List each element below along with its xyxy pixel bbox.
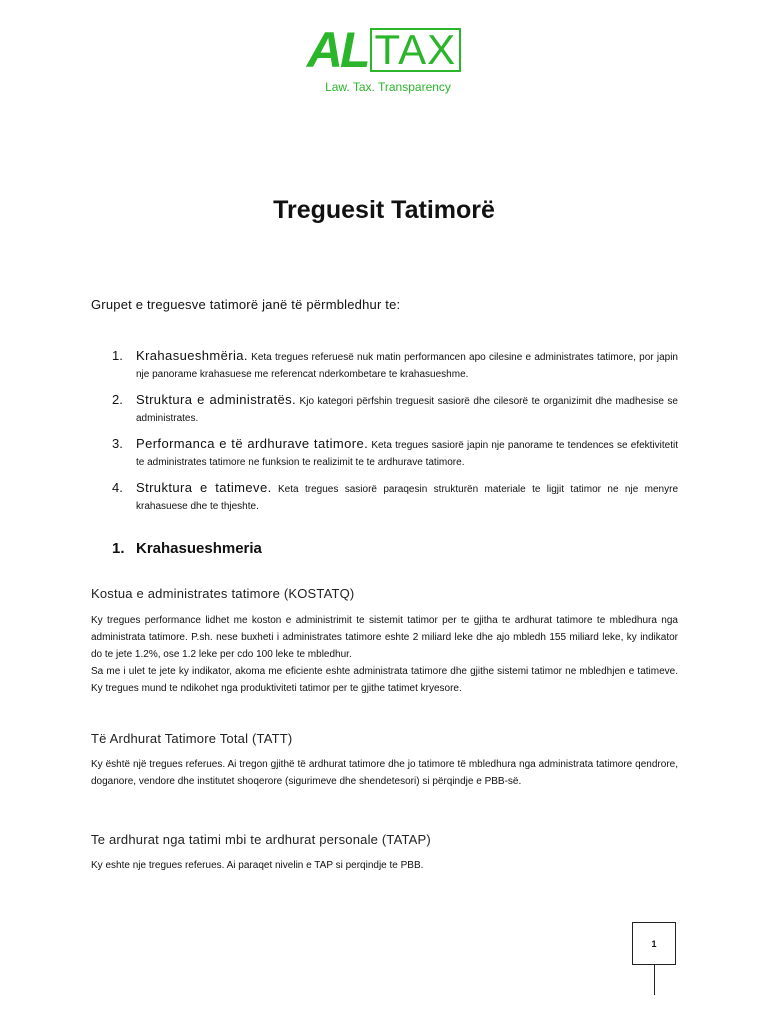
indicator-groups-list — [112, 347, 678, 523]
tatap-heading: Te ardhurat nga tatimi mbi te ardhurat personale (TATAP) — [91, 832, 431, 847]
section-number: 1. — [112, 540, 125, 557]
tatt-paragraph: Ky është një tregues referues. Ai tregon gjithë të ardhurat tatimore dhe jo tatimore të mbledhura nga administrata tatimore qendrore, doganore, vendore dhe institutet shoqerore (sigurimeve dhe shendetesori) si përqindje e PBB-së. — [91, 759, 678, 787]
list-item-heading: Struktura e administratës. — [136, 392, 297, 407]
list-item-heading: Krahasueshmëria. — [136, 348, 248, 363]
list-item-text: Keta tregues sasiorë japin nje panorame te tendences se efektivitetit te administrates tatimore ne funksion te realizimit te te ardhurave tatimore. — [136, 440, 678, 468]
list-item-heading: Performanca e të ardhurave tatimore. — [136, 436, 369, 451]
kostatq-heading: Kostua e administrates tatimore (KOSTATQ) — [91, 586, 355, 601]
list-number: 3. — [112, 436, 123, 451]
section-title: Krahasueshmeria — [136, 540, 262, 557]
logo-al: AL — [306, 22, 368, 78]
section-heading — [112, 540, 262, 557]
altax-logo — [0, 22, 768, 78]
list-item-heading: Struktura e tatimeve. — [136, 480, 272, 495]
list-number: 4. — [112, 480, 123, 495]
intro-text: Grupet e treguesve tatimorë janë të përmbledhur te: — [91, 297, 401, 312]
header-logo — [0, 22, 768, 94]
page-number-box — [632, 922, 676, 965]
list-item — [112, 391, 678, 427]
page-number-line — [654, 965, 655, 995]
list-item-text: Keta tregues referuesë nuk matin performancen apo cilesine e administrates tatimore, por japin nje panorame krahasuese me referencat nderkombetare te krahasueshme. — [136, 352, 678, 380]
page-title: Treguesit Tatimorë — [273, 196, 495, 224]
list-number: 2. — [112, 392, 123, 407]
kostatq-paragraph-1: Ky tregues performance lidhet me koston e administrimit te sistemit tatimor per te gjitha te ardhurat tatimore te mbledhura nga administrata tatimore. P.sh. nese buxheti i administrates tatimore eshte 2 miliard leke dhe ajo mbledh 155 miliard leke, ky indikator do te jete 1.2%, ose 1.2 leke per cdo 100 leke te mbledhur. — [91, 615, 678, 660]
list-item — [112, 435, 678, 471]
list-item-text: Kjo kategori përfshin treguesit sasiorë dhe cilesorë te organizimit dhe madhesise se administrates. — [136, 396, 678, 424]
list-item — [112, 479, 678, 515]
list-number: 1. — [112, 348, 123, 363]
list-item-text: Keta tregues sasiorë paraqesin strukturën materiale te ligjit tatimor ne nje menyre krahasuese dhe te thjeshte. — [136, 484, 679, 512]
kostatq-paragraph-2: Sa me i ulet te jete ky indikator, akoma me eficiente eshte administrata tatimore dhe gjithe sistemi tatimor ne mbledhjen e tatimeve. Ky tregues mund te ndikohet nga produktiviteti tatimor per te gjithe tatimet kryesore. — [91, 666, 678, 694]
logo-tagline: Law. Tax. Transparency — [325, 80, 451, 94]
tatt-heading: Të Ardhurat Tatimore Total (TATT) — [91, 731, 293, 746]
tatap-paragraph: Ky eshte nje tregues referues. Ai paraqet nivelin e TAP si perqindje te PBB. — [91, 860, 424, 871]
page-number: 1 — [651, 938, 657, 949]
list-item — [112, 347, 678, 383]
logo-tax: TAX — [370, 28, 462, 72]
